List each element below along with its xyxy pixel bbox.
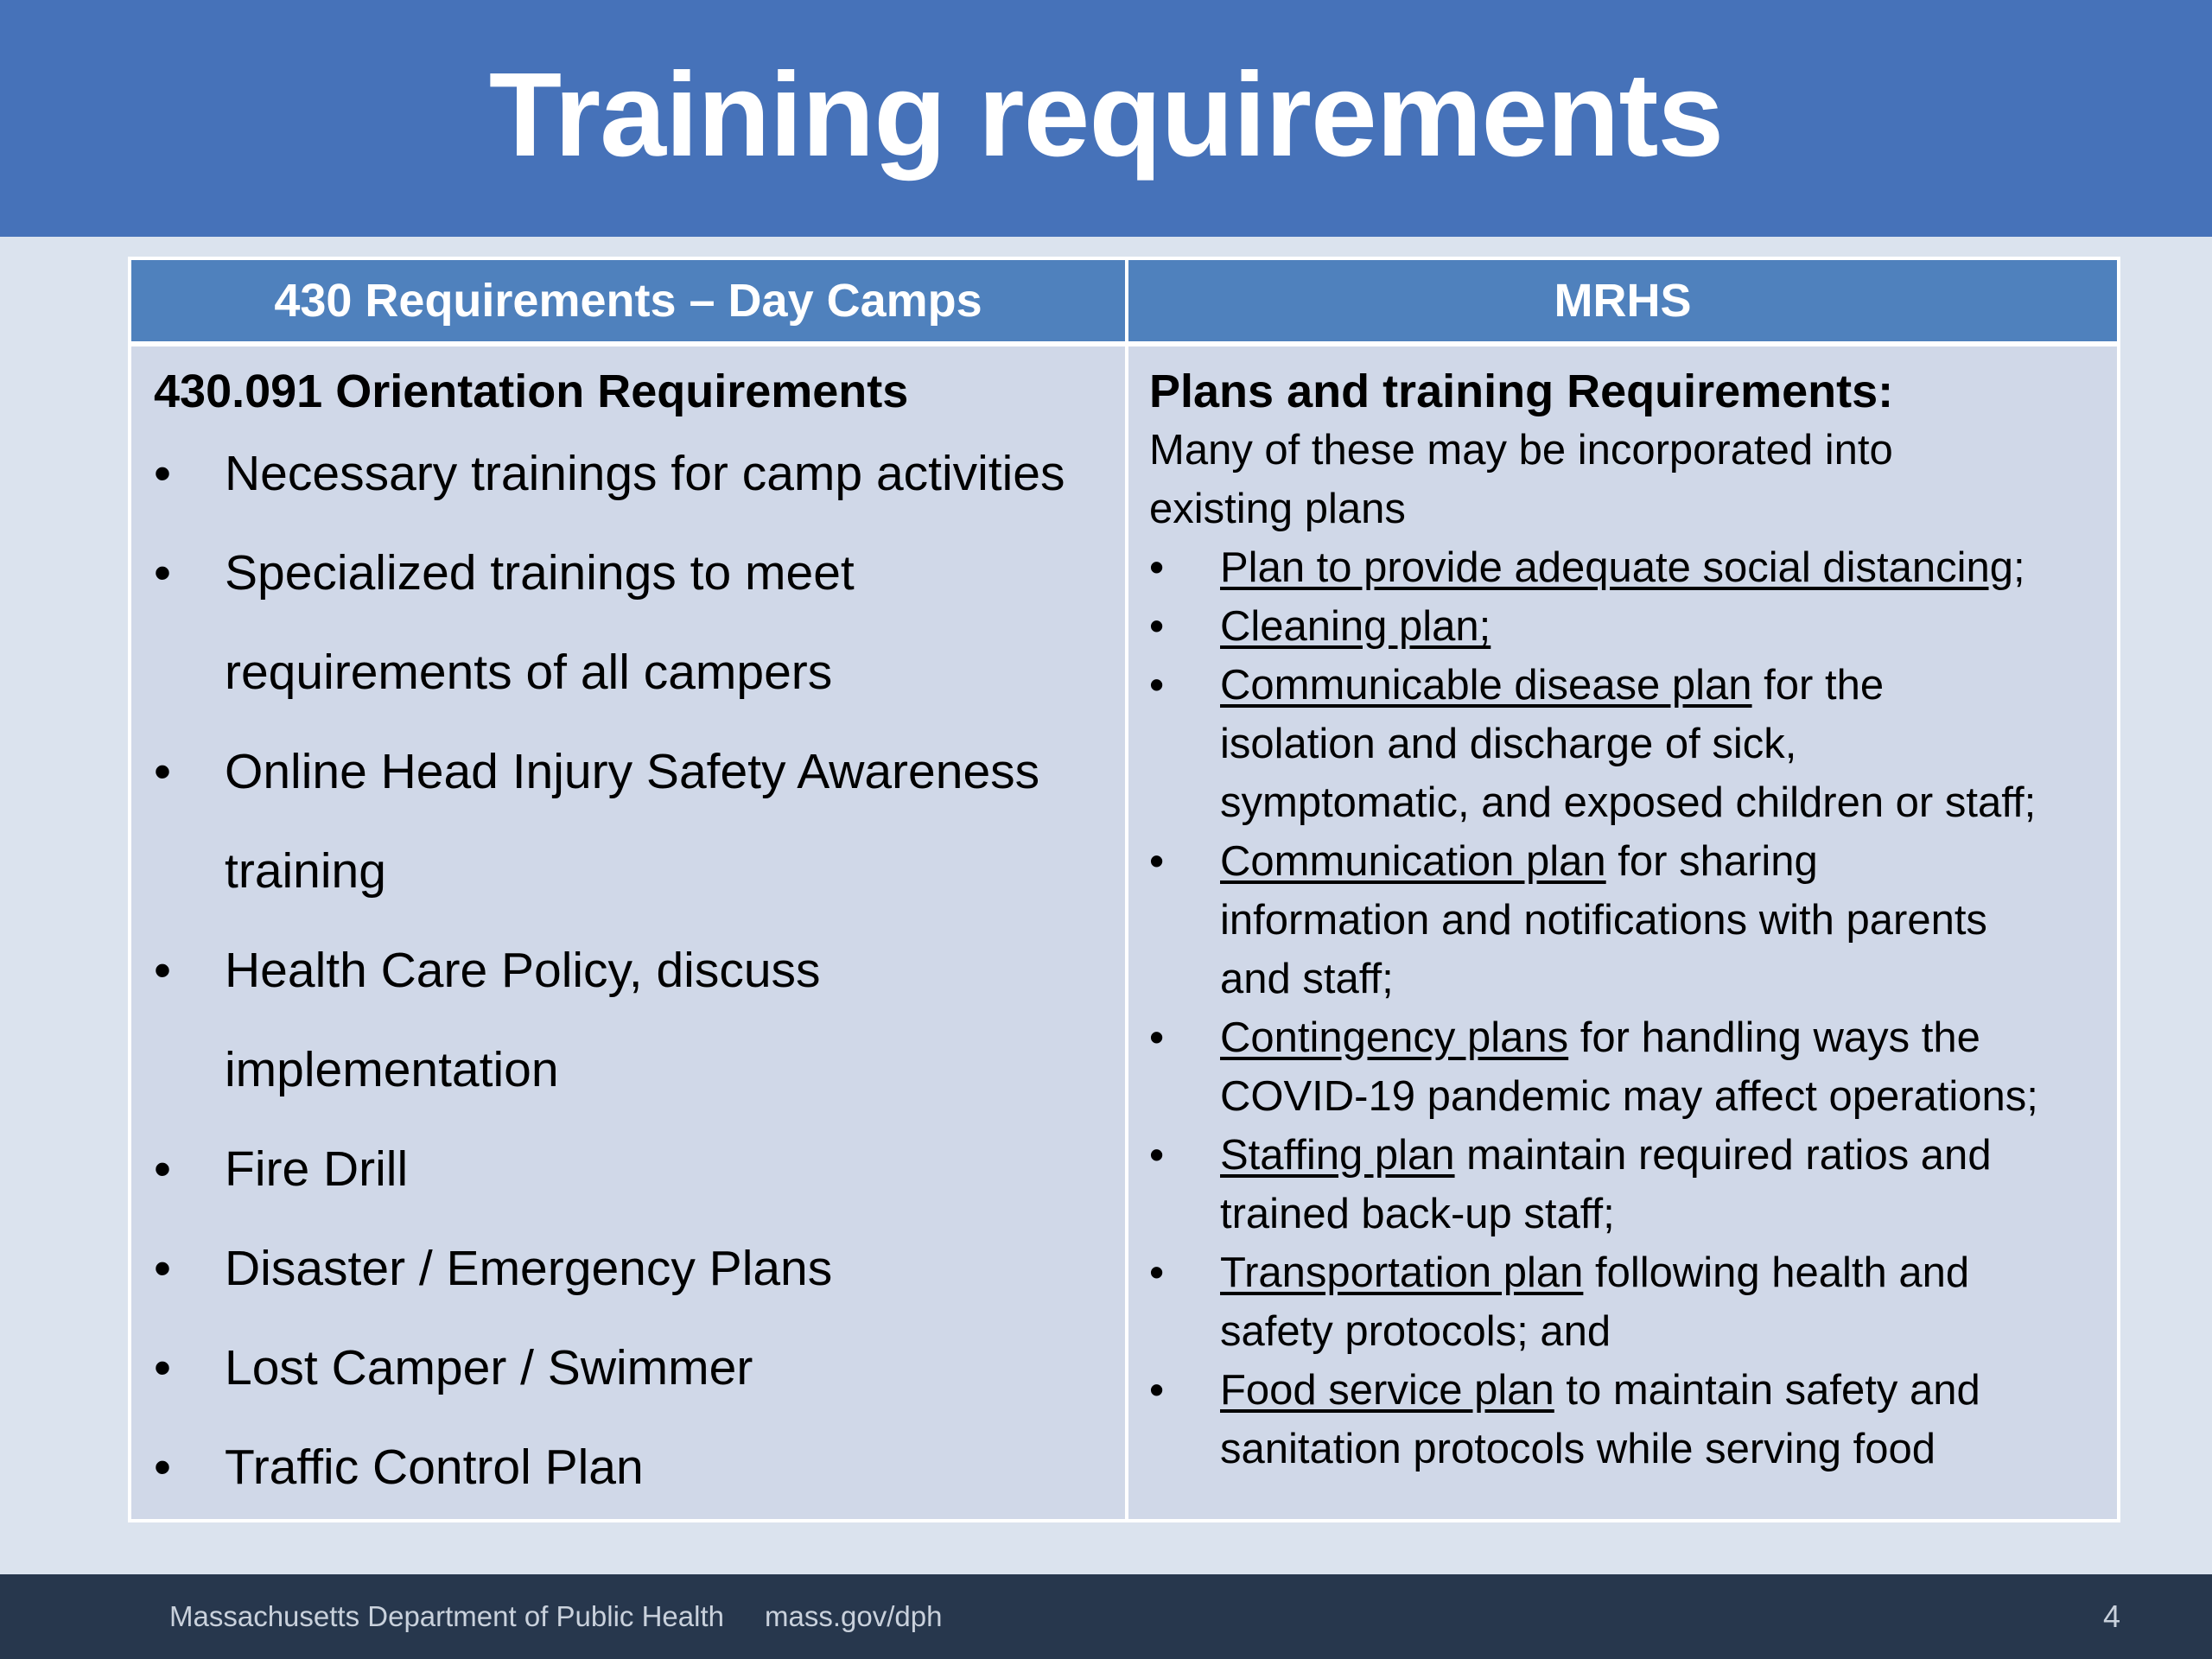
orientation-item	[154, 1319, 1113, 1418]
plans-intro	[1149, 421, 2108, 538]
plan-item-line	[1220, 1361, 2108, 1420]
table-header-row	[131, 260, 2117, 346]
bullet-icon: •	[154, 545, 171, 601]
plans-intro-line: existing plans	[1149, 486, 1406, 532]
bullet-icon: •	[154, 943, 171, 998]
plan-item-line: isolation and discharge of sick,	[1220, 721, 1797, 767]
plan-description: maintain required ratios and	[1454, 1132, 1992, 1179]
plan-name-link[interactable]: Communication plan	[1220, 838, 1606, 885]
plan-item-line: trained back-up staff;	[1220, 1191, 1615, 1237]
bullet-icon: •	[154, 1141, 171, 1197]
cell-day-camps	[154, 362, 1113, 1517]
orientation-list	[154, 424, 1113, 1517]
bullet-icon: •	[1149, 603, 1165, 650]
plan-name-link[interactable]: Staffing plan	[1220, 1132, 1455, 1179]
plan-name-link[interactable]: Food service plan	[1220, 1367, 1554, 1414]
plan-description: to maintain safety and	[1554, 1367, 1980, 1414]
orientation-item-line: Fire Drill	[225, 1141, 409, 1197]
orientation-item-line: implementation	[225, 1042, 559, 1097]
plan-description: ;	[2013, 544, 2025, 591]
cell-mrhs	[1149, 362, 2108, 1478]
orientation-item-line: Lost Camper / Swimmer	[225, 1340, 753, 1395]
orientation-item	[154, 722, 1113, 921]
orientation-item	[154, 424, 1113, 524]
orientation-item-line: Necessary trainings for camp activities	[225, 446, 1065, 501]
slide-title: Training requirements	[488, 48, 1724, 181]
footer-url: mass.gov/dph	[765, 1600, 943, 1632]
bullet-icon: •	[1149, 1367, 1165, 1414]
plan-item-line: safety protocols; and	[1220, 1308, 1611, 1355]
bullet-icon: •	[1149, 838, 1165, 885]
orientation-item-line: Disaster / Emergency Plans	[225, 1241, 833, 1296]
plan-name-link[interactable]: Cleaning plan;	[1220, 603, 1491, 650]
footer-band	[0, 1574, 2212, 1659]
bullet-icon: •	[1149, 1014, 1165, 1061]
orientation-item	[154, 1418, 1113, 1517]
column-header-day-camps: 430 Requirements – Day Camps	[274, 275, 982, 327]
plan-item-line: and staff;	[1220, 956, 1394, 1002]
footer-organization: Massachusetts Department of Public Health	[169, 1600, 724, 1632]
title-band	[0, 0, 2212, 237]
orientation-item	[154, 1219, 1113, 1319]
plan-item-line	[1220, 1008, 2108, 1067]
plan-item-line	[1220, 1243, 2108, 1302]
plans-intro-line: Many of these may be incorporated into	[1149, 427, 1893, 474]
column-header-mrhs: MRHS	[1554, 275, 1692, 327]
plans-list	[1149, 538, 2108, 1478]
orientation-item	[154, 524, 1113, 722]
plan-name-link[interactable]: Plan to provide adequate social distancing	[1220, 544, 2014, 591]
plan-name-link[interactable]: Transportation plan	[1220, 1249, 1584, 1296]
plan-item-line: symptomatic, and exposed children or staff;	[1220, 779, 2037, 826]
plan-item-line	[1220, 656, 2108, 715]
orientation-item-line: Online Head Injury Safety Awareness	[225, 744, 1040, 799]
plan-item-line	[1220, 1126, 2108, 1185]
bullet-icon: •	[154, 1440, 171, 1495]
plan-item	[1149, 538, 2108, 597]
orientation-item	[154, 1120, 1113, 1219]
plan-name-link[interactable]: Communicable disease plan	[1220, 662, 1752, 709]
plan-item-line: information and notifications with parents	[1220, 897, 1987, 944]
orientation-item-line: requirements of all campers	[225, 645, 833, 700]
bullet-icon: •	[154, 744, 171, 799]
requirements-table	[128, 257, 2120, 1522]
bullet-icon: •	[154, 446, 171, 501]
column-divider	[1125, 260, 1128, 1519]
plan-description: for handling ways the	[1568, 1014, 1980, 1061]
orientation-heading: 430.091 Orientation Requirements	[154, 365, 909, 417]
orientation-item-line: Specialized trainings to meet	[225, 545, 855, 601]
plan-item-line	[1220, 597, 2108, 656]
bullet-icon: •	[154, 1241, 171, 1296]
plan-item-line	[1220, 538, 2108, 597]
bullet-icon: •	[154, 1340, 171, 1395]
plan-item	[1149, 1008, 2108, 1126]
orientation-item-line: Traffic Control Plan	[225, 1440, 644, 1495]
plan-item	[1149, 1126, 2108, 1243]
plan-item	[1149, 656, 2108, 832]
plan-item	[1149, 1361, 2108, 1478]
plan-description: following health and	[1583, 1249, 1970, 1296]
page-number: 4	[2102, 1599, 2120, 1634]
plans-heading: Plans and training Requirements:	[1149, 365, 1894, 417]
orientation-item	[154, 921, 1113, 1120]
bullet-icon: •	[1149, 1249, 1165, 1296]
plan-item	[1149, 597, 2108, 656]
plan-description: for the	[1751, 662, 1885, 709]
plan-item	[1149, 1243, 2108, 1361]
plan-description: for sharing	[1605, 838, 1818, 885]
plan-item-line	[1220, 832, 2108, 891]
bullet-icon: •	[1149, 1132, 1165, 1179]
bullet-icon: •	[1149, 544, 1165, 591]
plan-item-line: COVID-19 pandemic may affect operations;	[1220, 1073, 2038, 1120]
plan-item-line: sanitation protocols while serving food	[1220, 1426, 1936, 1472]
orientation-item-line: Health Care Policy, discuss	[225, 943, 821, 998]
plan-name-link[interactable]: Contingency plans	[1220, 1014, 1569, 1061]
bullet-icon: •	[1149, 662, 1165, 709]
orientation-item-line: training	[225, 843, 386, 899]
plan-item	[1149, 832, 2108, 1008]
